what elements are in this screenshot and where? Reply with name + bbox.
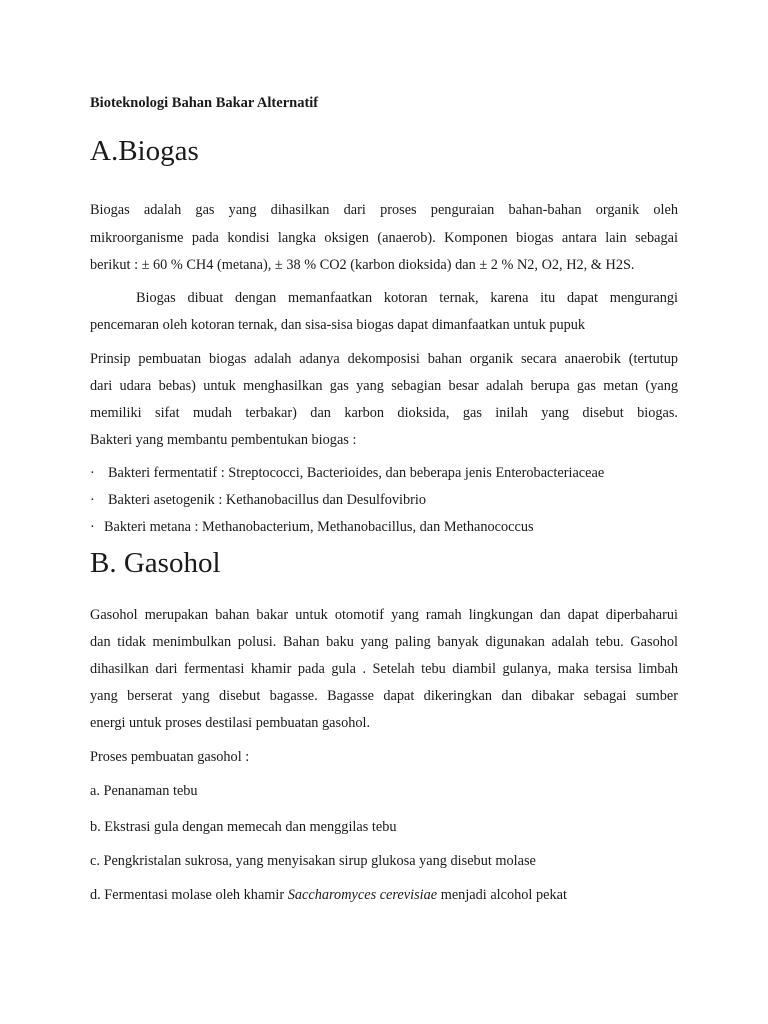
bullet-dot-icon: · — [90, 465, 95, 481]
section-a-p3-line1: Prinsip pembuatan biogas adalah adanya dekomposisi bahan organik secara anaerobik (tertutup — [90, 351, 678, 367]
section-b-p1-line3: dihasilkan dari fermentasi khamir pada gula . Setelah tebu diambil gulanya, maka tersisa limbah — [90, 661, 678, 677]
bullet-text: Bakteri asetogenik : Kethanobacillus dan Desulfovibrio — [108, 492, 427, 508]
step-d — [90, 886, 567, 904]
section-b-p1-line1: Gasohol merupakan bahan bakar untuk otomotif yang ramah lingkungan dan dapat diperbaharui — [90, 607, 678, 623]
bullet-text: Bakteri metana : Methanobacterium, Methanobacillus, dan Methanococcus — [104, 519, 534, 535]
bullet-text: Bakteri fermentatif : Streptococci, Bacterioides, dan beberapa jenis Enterobacteriaceae — [108, 465, 605, 481]
step-d-species: Saccharomyces cerevisiae — [287, 887, 438, 903]
section-a-p1-line2: mikroorganisme pada kondisi langka oksigen (anaerob). Komponen biogas antara lain sebagai — [90, 230, 678, 246]
section-b-heading: B. Gasohol — [90, 547, 221, 579]
bullet-dot-icon: · — [90, 492, 95, 508]
step-d-suffix: menjadi alcohol pekat — [437, 887, 567, 903]
bacteria-list-item — [90, 491, 426, 509]
section-a-p2-line1: Biogas dibuat dengan memanfaatkan kotoran ternak, karena itu dapat mengurangi — [136, 290, 678, 306]
document-title: Bioteknologi Bahan Bakar Alternatif — [90, 95, 319, 111]
section-a-p1-line3: berikut : ± 60 % CH4 (metana), ± 38 % CO2 (karbon dioksida) dan ± 2 % N2, O2, H2, & H2S. — [90, 257, 635, 273]
section-a-p3-line4: Bakteri yang membantu pembentukan biogas : — [90, 432, 357, 448]
step-d-prefix: d. Fermentasi molase oleh khamir — [90, 887, 288, 903]
section-a-p3-line2: dari udara bebas) untuk menghasilkan gas yang sebagian besar adalah berupa gas metan (yang — [90, 378, 678, 394]
step-c: c. Pengkristalan sukrosa, yang menyisakan sirup glukosa yang disebut molase — [90, 853, 536, 869]
section-a-p3-line3: memiliki sifat mudah terbakar) dan karbon dioksida, gas inilah yang disebut biogas. — [90, 405, 678, 421]
section-a-p1-line1: Biogas adalah gas yang dihasilkan dari proses penguraian bahan-bahan organik oleh — [90, 202, 678, 218]
bacteria-list-item — [90, 518, 534, 536]
section-a-heading: A.Biogas — [90, 135, 199, 167]
section-b-p1-line2: dan tidak menimbulkan polusi. Bahan baku yang paling banyak digunakan adalah tebu. Gasohol — [90, 634, 678, 650]
section-a-p2-line2: pencemaran oleh kotoran ternak, dan sisa-sisa biogas dapat dimanfaatkan untuk pupuk — [90, 317, 586, 333]
bacteria-list-item — [90, 464, 604, 482]
proses-intro: Proses pembuatan gasohol : — [90, 749, 250, 765]
section-b-p1-line5: energi untuk proses destilasi pembuatan gasohol. — [90, 715, 371, 731]
section-b-p1-line4: yang berserat yang disebut bagasse. Bagasse dapat dikeringkan dan dibakar sebagai sumber — [90, 688, 678, 704]
bullet-dot-icon: · — [90, 519, 95, 535]
step-b: b. Ekstrasi gula dengan memecah dan menggilas tebu — [90, 819, 397, 835]
step-a: a. Penanaman tebu — [90, 783, 198, 799]
